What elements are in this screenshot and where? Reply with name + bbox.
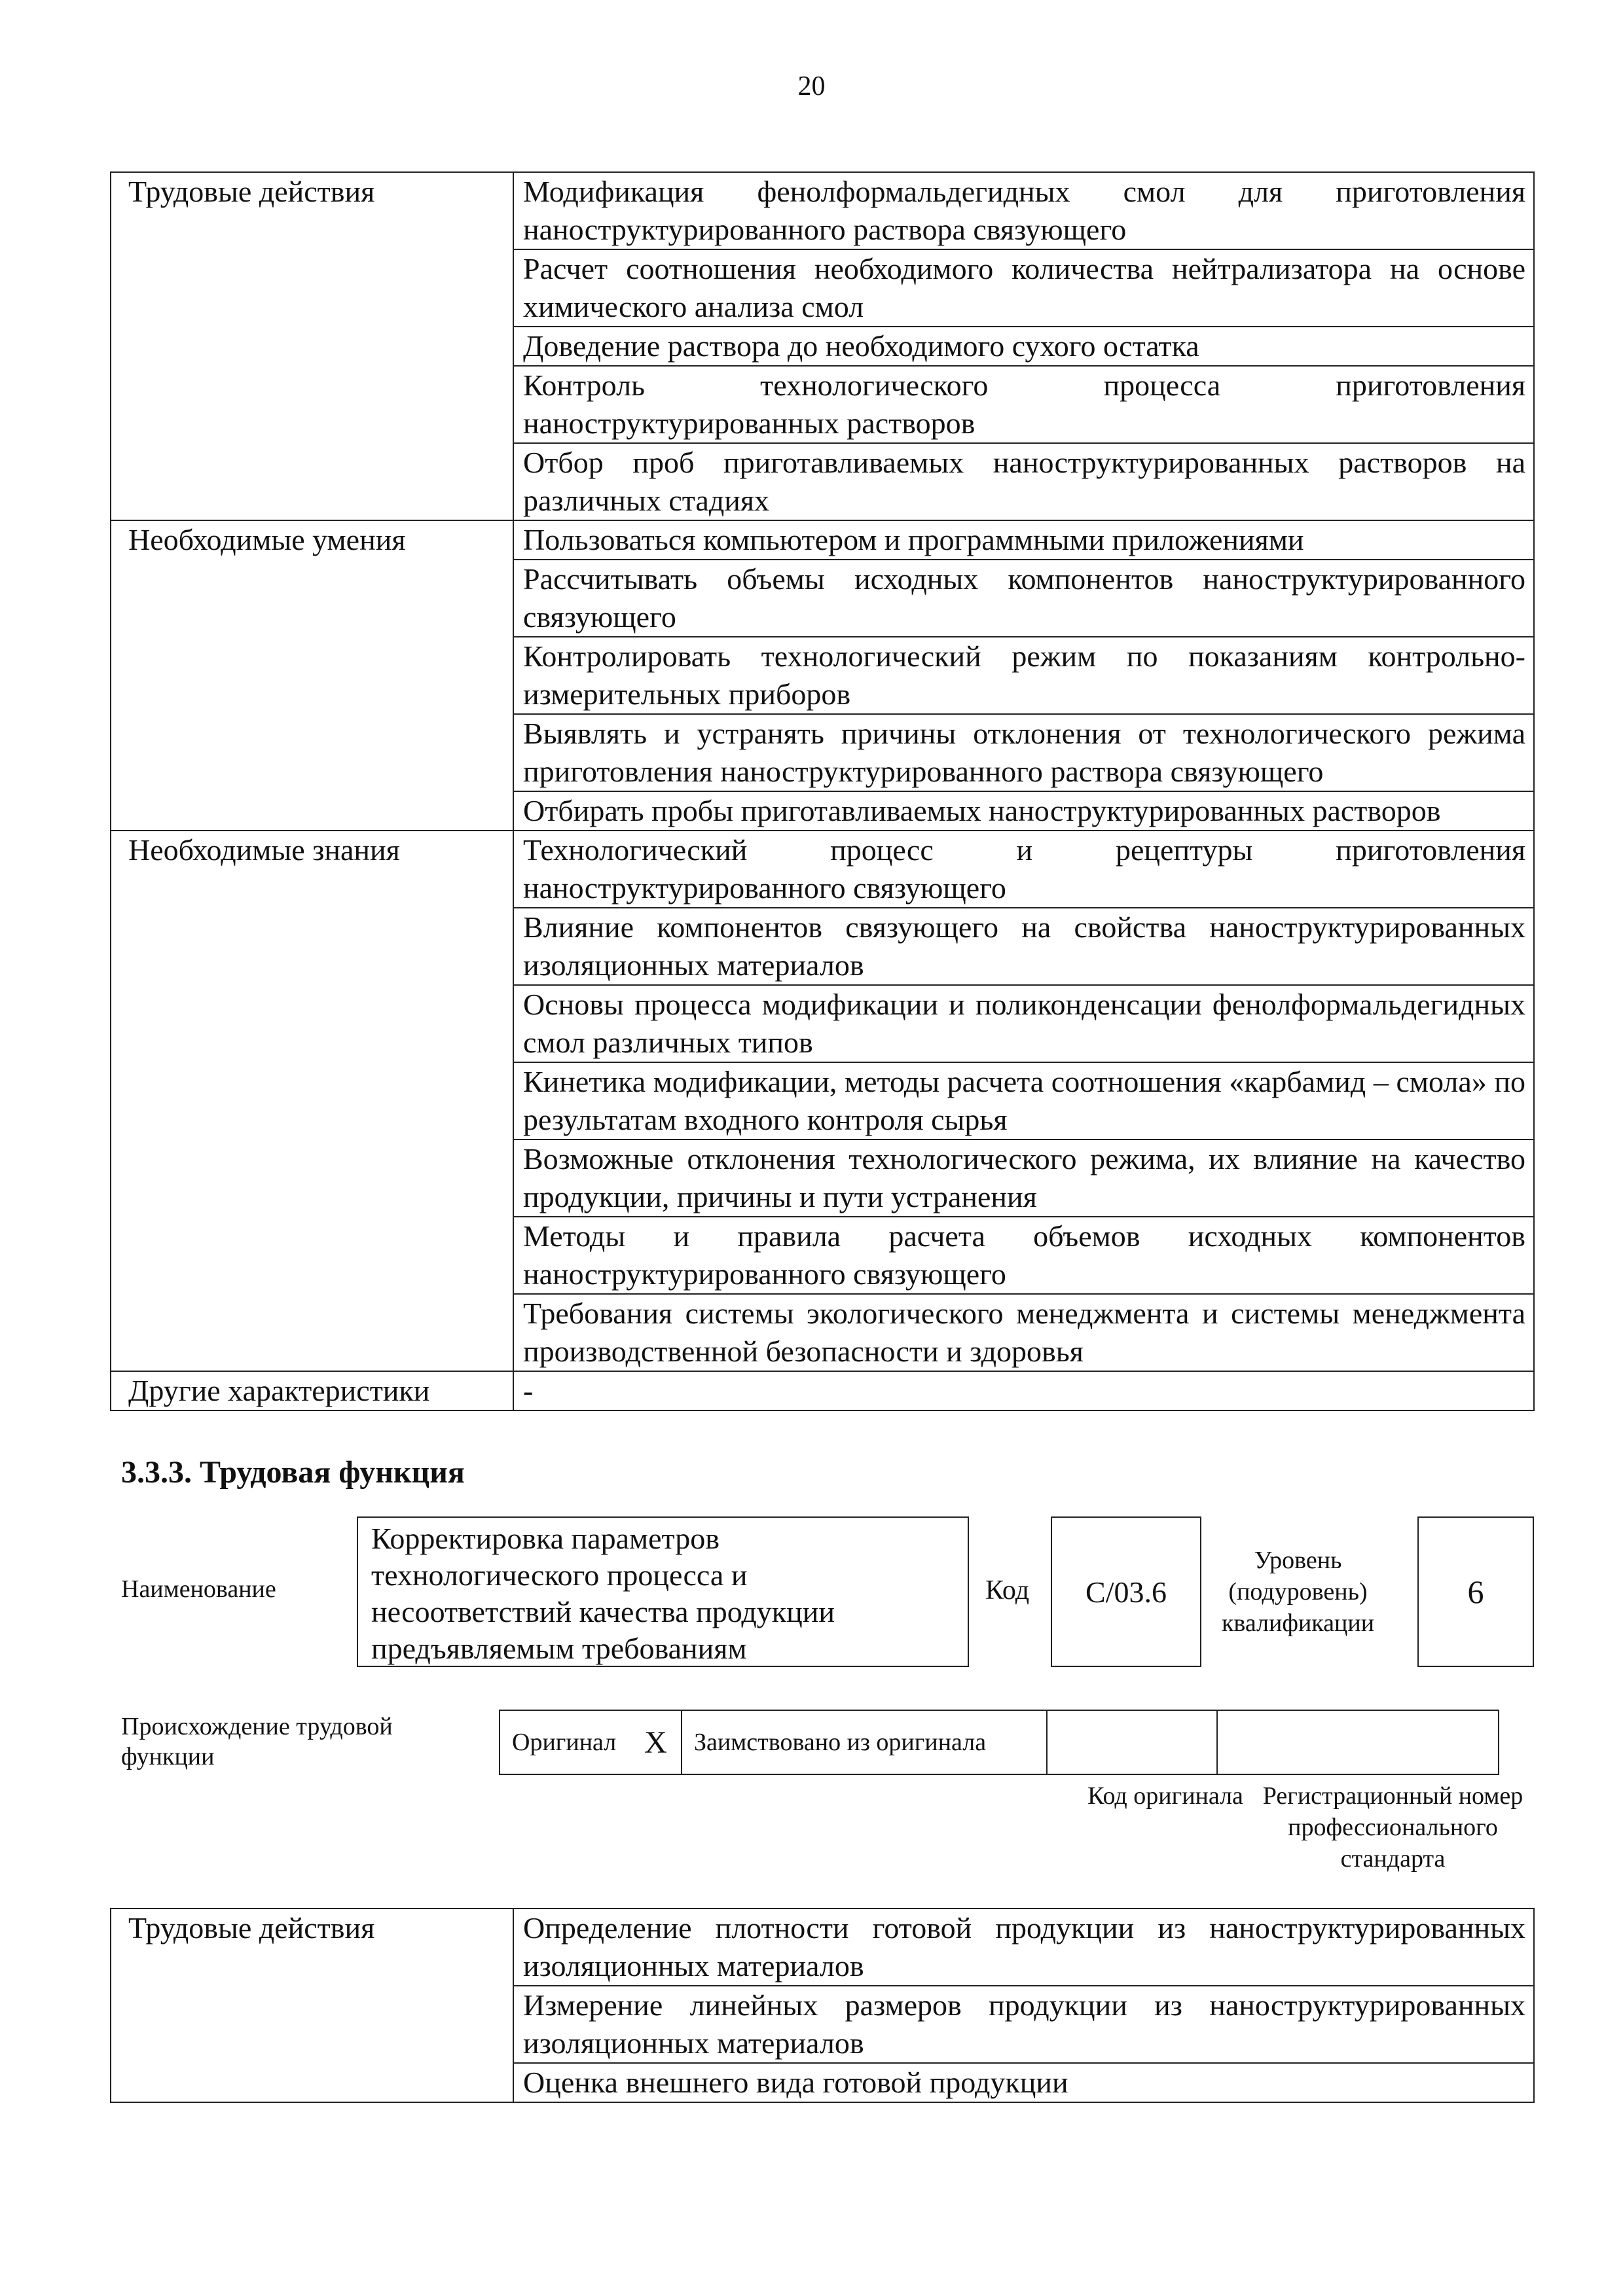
function-name-field: Корректировка параметров технологического процесса и несоответствий качества продукции предъявляемым требованиям <box>357 1516 969 1667</box>
origin-mark: X <box>630 1710 682 1774</box>
table-row <box>500 1710 1499 1774</box>
labor-action-item: Доведение раствора до необходимого сухого остатка <box>513 327 1534 366</box>
origin-table <box>499 1710 1499 1775</box>
origin-original-cell: Оригинал <box>500 1710 630 1774</box>
origin-reg-caption: Регистрационный номер профессионального стандарта <box>1262 1782 1523 1873</box>
labor-action-item: Модификация фенолформальдегидных смол для приготовления наноструктурированного раствора связующего <box>513 172 1534 249</box>
origin-code-caption: Код оригинала <box>1087 1782 1243 1810</box>
table-row <box>111 831 1534 908</box>
qualification-level-field: 6 <box>1417 1516 1534 1667</box>
name-label: Наименование <box>121 1575 276 1603</box>
skill-item: Отбирать пробы приготавливаемых наноструктурированных растворов <box>513 791 1534 831</box>
row-label-other: Другие характеристики <box>111 1371 513 1410</box>
other-value: - <box>513 1371 1534 1410</box>
row-label-skills: Необходимые умения <box>111 520 513 831</box>
origin-borrowed-cell: Заимствовано из оригинала <box>682 1710 1047 1774</box>
skill-item: Контролировать технологический режим по показаниям контрольно-измерительных приборов <box>513 637 1534 714</box>
labor-action-item: Измерение линейных размеров продукции из наноструктурированных изоляционных материалов <box>513 1986 1534 2063</box>
page-number: 20 <box>797 71 826 101</box>
row-label-labor-actions: Трудовые действия <box>111 1909 513 2102</box>
knowledge-item: Основы процесса модификации и поликонденсации фенолформальдегидных смол различных типов <box>513 985 1534 1062</box>
origin-label: Происхождение трудовой функции <box>121 1713 393 1770</box>
skill-item: Пользоваться компьютером и программными приложениями <box>513 520 1534 560</box>
function-code-field: C/03.6 <box>1051 1516 1201 1667</box>
skill-item: Рассчитывать объемы исходных компонентов наноструктурированного связующего <box>513 560 1534 637</box>
labor-action-item: Контроль технологического процесса приготовления наноструктурированных растворов <box>513 366 1534 443</box>
knowledge-item: Технологический процесс и рецептуры приготовления наноструктурированного связующего <box>513 831 1534 908</box>
labor-action-item: Определение плотности готовой продукции из наноструктурированных изоляционных материалов <box>513 1909 1534 1986</box>
table-row <box>111 1371 1534 1410</box>
section-title: 3.3.3. Трудовая функция <box>121 1455 465 1490</box>
table-row <box>111 1909 1534 1986</box>
table-row <box>111 520 1534 560</box>
row-label-knowledge: Необходимые знания <box>111 831 513 1371</box>
origin-reg-number-cell <box>1217 1710 1499 1774</box>
knowledge-item: Требования системы экологического менеджмента и системы менеджмента производственной безопасности и здоровья <box>513 1294 1534 1371</box>
code-label: Код <box>985 1575 1030 1605</box>
knowledge-item: Влияние компонентов связующего на свойства наноструктурированных изоляционных материалов <box>513 908 1534 985</box>
labor-function-details-table <box>110 171 1535 1411</box>
knowledge-item: Кинетика модификации, методы расчета соотношения «карбамид – смола» по результатам входного контроля сырья <box>513 1062 1534 1139</box>
origin-code-cell <box>1047 1710 1217 1774</box>
labor-action-item: Расчет соотношения необходимого количества нейтрализатора на основе химического анализа смол <box>513 249 1534 327</box>
table-row <box>111 172 1534 249</box>
labor-actions-table <box>110 1908 1535 2103</box>
knowledge-item: Возможные отклонения технологического режима, их влияние на качество продукции, причины и пути устранения <box>513 1139 1534 1217</box>
skill-item: Выявлять и устранять причины отклонения от технологического режима приготовления наноструктурированного раствора связующего <box>513 714 1534 791</box>
row-label-labor-actions: Трудовые действия <box>111 172 513 520</box>
labor-action-item: Отбор проб приготавливаемых наноструктурированных растворов на различных стадиях <box>513 443 1534 520</box>
qualification-level-label: Уровень (подуровень) квалификации <box>1221 1547 1375 1637</box>
labor-action-item: Оценка внешнего вида готовой продукции <box>513 2063 1534 2102</box>
knowledge-item: Методы и правила расчета объемов исходных компонентов наноструктурированного связующего <box>513 1217 1534 1294</box>
